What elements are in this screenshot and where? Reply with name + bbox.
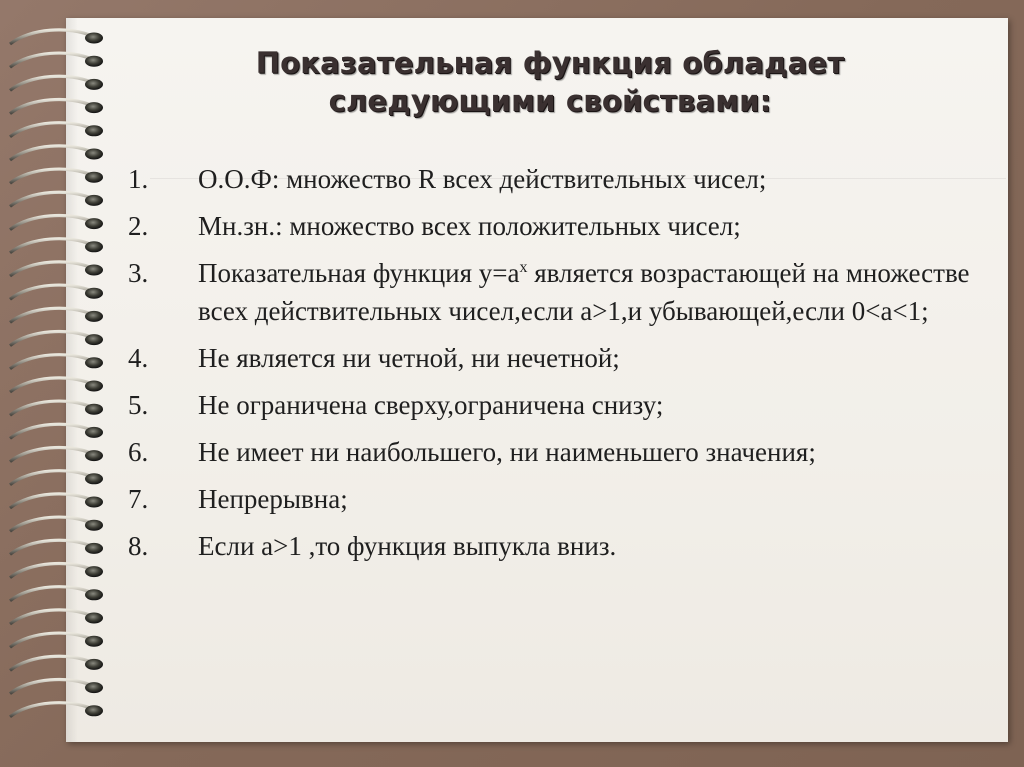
binding-hole [85, 241, 103, 252]
list-item [128, 433, 988, 471]
list-item [128, 254, 988, 330]
spiral-wire [10, 123, 92, 137]
spiral-wire [10, 633, 92, 647]
spiral-wire [10, 563, 92, 577]
spiral-wire [10, 146, 92, 160]
item-number: 1. [128, 164, 149, 194]
spiral-wire [10, 285, 92, 299]
binding-hole [85, 218, 103, 229]
list-item [128, 386, 988, 424]
binding-hole [85, 705, 103, 716]
list-item [128, 160, 988, 198]
spiral-wire [10, 471, 92, 485]
binding-hole [85, 613, 103, 624]
item-text: Не ограничена сверху,ограничена снизу; [198, 390, 664, 420]
binding-hole [85, 636, 103, 647]
binding-hole [85, 381, 103, 392]
spiral-wire [10, 30, 92, 44]
item-number: 5. [128, 390, 149, 420]
item-number: 8. [128, 531, 149, 561]
spiral-wire [10, 262, 92, 276]
binding-hole [85, 79, 103, 90]
binding-hole [85, 404, 103, 415]
properties-list [128, 160, 988, 574]
item-text: Мн.зн.: множество всех положительных чисел; [198, 211, 741, 241]
item-text: Если а>1 ,то функция выпукла вниз. [198, 531, 617, 561]
item-number: 7. [128, 484, 149, 514]
item-text: Не имеет ни наибольшего, ни наименьшего значения; [198, 437, 816, 467]
binding-hole [85, 334, 103, 345]
item-text [198, 254, 988, 330]
spiral-wire [10, 76, 92, 90]
spiral-wire [10, 308, 92, 322]
list-item [128, 339, 988, 377]
list-item [128, 480, 988, 518]
binding-hole [85, 56, 103, 67]
slide-title [150, 44, 950, 120]
binding-hole [85, 450, 103, 461]
spiral-wire [10, 53, 92, 67]
binding-hole [85, 125, 103, 136]
spiral-binding-icon [0, 0, 120, 767]
binding-hole [85, 288, 103, 299]
spiral-wire [10, 424, 92, 438]
list-item [128, 527, 988, 565]
spiral-wire [10, 239, 92, 253]
binding-hole [85, 566, 103, 577]
spiral-wire [10, 587, 92, 601]
spiral-wire [10, 215, 92, 229]
binding-hole [85, 520, 103, 531]
item-text-start: Показательная функция у=а [198, 258, 520, 288]
exponent: х [519, 259, 528, 276]
spiral-wire [10, 540, 92, 554]
binding-hole [85, 589, 103, 600]
list-item [128, 207, 988, 245]
spiral-wire [10, 447, 92, 461]
binding-hole [85, 497, 103, 508]
spiral-wire [10, 494, 92, 508]
item-text: Не является ни четной, ни нечетной; [198, 343, 620, 373]
binding-hole [85, 357, 103, 368]
binding-hole [85, 427, 103, 438]
spiral-wire [10, 656, 92, 670]
item-number: 2. [128, 211, 149, 241]
item-text: Непрерывна; [198, 484, 348, 514]
item-number: 3. [128, 258, 149, 288]
item-text: О.О.Ф: множество R всех действительных чисел; [198, 164, 767, 194]
spiral-wire [10, 401, 92, 415]
binding-hole [85, 33, 103, 44]
binding-hole [85, 102, 103, 113]
binding-hole [85, 172, 103, 183]
item-number: 4. [128, 343, 149, 373]
binding-hole [85, 473, 103, 484]
binding-hole [85, 659, 103, 670]
binding-hole [85, 682, 103, 693]
spiral-wire [10, 703, 92, 717]
spiral-wire [10, 331, 92, 345]
item-number: 6. [128, 437, 149, 467]
item-text-end: является возрастающей на множестве всех действительных чисел,если а>1,и убывающей,если 0<а<1; [198, 258, 970, 326]
binding-hole [85, 311, 103, 322]
spiral-wire [10, 192, 92, 206]
title-line-2: следующими свойствами: [328, 84, 772, 118]
spiral-wire [10, 169, 92, 183]
binding-hole [85, 149, 103, 160]
binding-hole [85, 265, 103, 276]
binding-hole [85, 195, 103, 206]
spiral-wire [10, 679, 92, 693]
spiral-wire [10, 517, 92, 531]
spiral-wire [10, 355, 92, 369]
title-line-1: Показательная функция обладает [255, 46, 845, 80]
spiral-wire [10, 378, 92, 392]
binding-hole [85, 543, 103, 554]
spiral-wire [10, 610, 92, 624]
spiral-wire [10, 99, 92, 113]
